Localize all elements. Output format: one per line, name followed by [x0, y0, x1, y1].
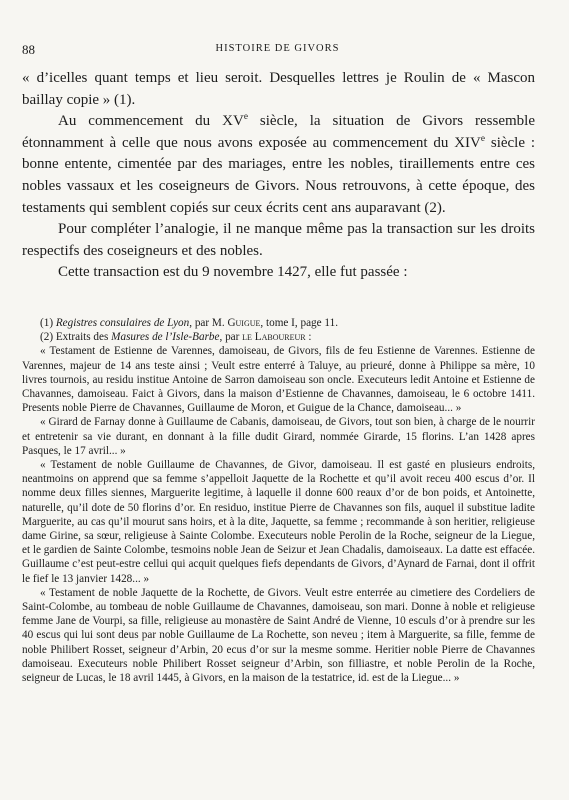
- century-xv: XV: [222, 113, 244, 130]
- running-title: HISTOIRE DE GIVORS: [215, 43, 340, 54]
- page-header: [22, 42, 533, 62]
- paragraph-1: « d’icelles quant temps et lieu seroit. Desquelles lettres je Roulin de « Mascon baillay copie » (1).: [22, 70, 535, 108]
- footnote-1-rest: , tome I, page 11.: [260, 317, 338, 329]
- paragraph-2: [22, 111, 535, 219]
- century-xiv: XIV: [454, 134, 481, 151]
- footnotes: [22, 316, 535, 685]
- century-xv-exponent: e: [243, 112, 248, 123]
- page-number: 88: [22, 42, 35, 57]
- main-text: [22, 68, 535, 284]
- footnote-1-by: , par M.: [189, 317, 228, 329]
- footnote-2-number: (2) Extraits des: [40, 331, 112, 344]
- footnote-2-title: Masures de l’Isle-Barbe: [111, 331, 220, 344]
- footnote-1: [22, 316, 535, 330]
- footnote-1-number: (1): [40, 317, 56, 329]
- footnote-2-author: le Laboureur: [242, 331, 306, 344]
- century-xiv-exponent: e: [480, 133, 486, 144]
- paragraph-3: Pour compléter l’analogie, il ne manque même pas la transaction sur les droits respectifs des coseigneurs et des nobles.: [22, 221, 535, 259]
- footnote-2: [22, 330, 535, 344]
- paragraph-2-end: siècle : bonne entente, cimentée par des mariages, entre les nobles, tiraillements entre ces nobles vassaux et les coseigneurs de Givors. Nous retrouvons, à cette époque, des testaments qui semblent copiés sur ceux écrits cent ans auparavant (2).: [22, 134, 535, 216]
- quote-varennes: « Testament de Estienne de Varennes, damoiseau, de Givors, fils de feu Estienne de Varennes. Estienne de Varennes, majeur de 14 ans teste ainsi ; Veult estre enterré à Taluye, au prieuré, donne à Philippe sa mère, 10 livres tournois, au residu institue Antoine de Sarron damoiseau son oncle. Executeurs ledit Antoine et Estienne de Chavannes, damoiseau. Faict à Givors, dans la maison d’Estienne de Chavannes, damoiseau, le 6 octobre 1411. Presents noble Pierre de Chavannes, Guillaume de Moron, et Guigue de la Chance, damoiseau... »: [22, 345, 535, 415]
- paragraph-4: Cette transaction est du 9 novembre 1427, elle fut passée :: [58, 264, 408, 281]
- quote-guillaume-chavannes: « Testament de noble Guillaume de Chavannes, de Givor, damoiseau. Il est gasté en plusieurs endroits, neantmoins on apprend que sa femme s’appelloit Jaquette de la Rochette et qu’il avoit receu 400 escus d’or. Il nomme deux filles siennes, Marguerite legitime, à laquelle il donne 600 reaux d’or de bon poids, et Antoinette, naturelle, qu’il dote de 50 florins d’or. En residuo, institue Pierre de Chavannes son fils, auquel il substitue ladite Marguerite, au cas qu’il mourut sans hoirs, et à la dite, Jaquette, sa femme ; recommande à son heritier, religieuse dame Girine, sa sœur, religieuse à Sainte Colombe. Executeurs noble Perolin de la Roche, seigneur de la Liegue, et le gardien de Sainte Colombe, tesmoins noble Jean de Seizur et Jean Chadalis, damoiseaux. La datte est effacée. Guillaume c’est peut-estre cellui qui acquit quelques fiefs dependants de Givors, d’Aynard de Farnai, dont il offrit le fief le 13 janvier 1428... »: [22, 459, 536, 585]
- footnote-1-author: Guigue: [227, 317, 261, 329]
- quote-farnay: « Girard de Farnay donne à Guillaume de Cabanis, damoiseau, de Givors, tout son bien, à charge de le nourrir et entretenir sa vie durant, en donnant à la fille dudit Girard, nommée Girarde, 15 florins. L’an 1428 apres Pasques, le 17 avril... »: [22, 416, 535, 457]
- paragraph-2-middle: siècle, la situation de Givors ressemble étonnamment à celle que nous avons exposée au commencement du: [22, 113, 535, 151]
- footnote-1-title: Registres consulaires de Lyon: [55, 317, 190, 329]
- footnote-2-rest: :: [305, 331, 312, 344]
- quote-jaquette-rochette: « Testament de noble Jaquette de la Rochette, de Givors. Veult estre enterrée au cimetiere des Cordeliers de Saint-Colombe, au tombeau de noble Guillaume de Chavannes, damoiseau, son mari. Donne à noble et religieuse femme Jane de Vourpi, sa fille, religieuse au monastère de Saint André de Vienne, 10 esculs d’or à prendre sur les 40 escus qui lui sont deus par noble Guillaume de La Rochette, son neveu ; item à Marguerite, sa fille, femme de noble Philibert Rosset, seigneur d’Arbin, 20 ecus d’or sur la mesme somme. Heritier noble Pierre de Chavannes damoiseau. Executeurs noble Philibert Rosset seigneur d’Arbin, son filliastre, et noble Perolin de la Roche, seigneur de Lucas, le 18 avril 1445, à Givors, en la maison de la testatrice, id. est de la Liegue... »: [22, 586, 535, 685]
- paragraph-2-start: Au commencement du: [58, 113, 223, 130]
- footnote-2-by: , par: [219, 331, 243, 344]
